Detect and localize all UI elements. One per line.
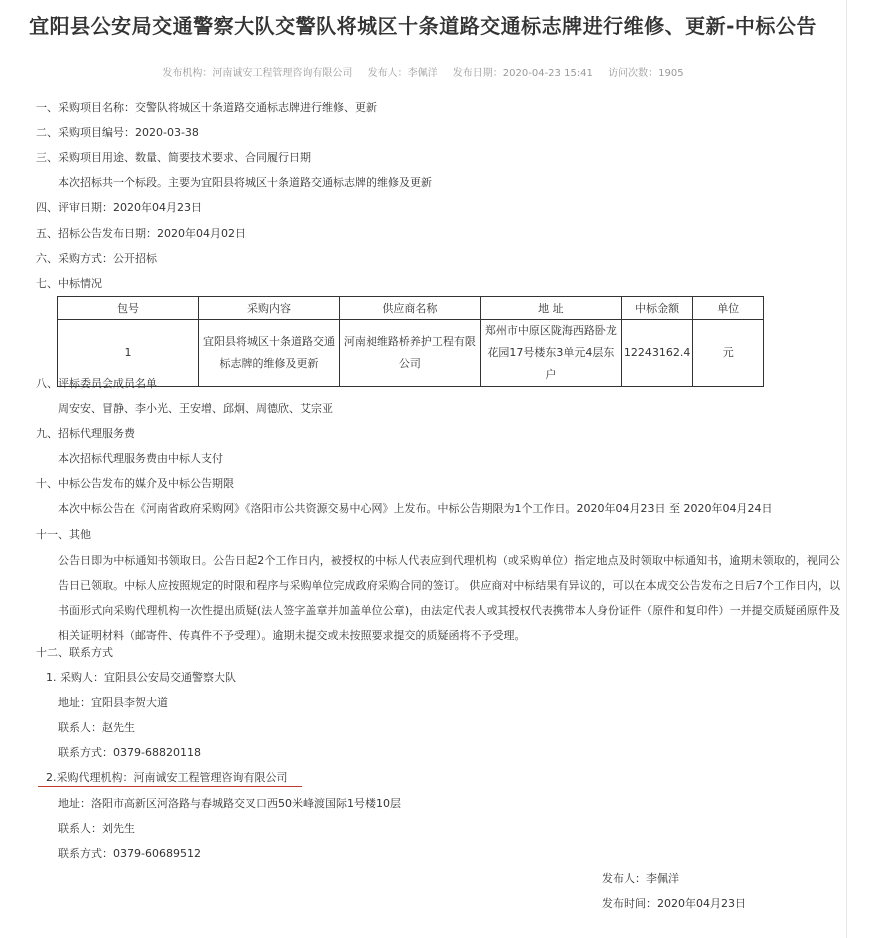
table-row (58, 320, 764, 387)
buyer-phone: 联系方式：0379-68820118 (58, 746, 201, 759)
col-header-address: 地 址 (480, 297, 621, 320)
meta-info (0, 64, 846, 79)
agent-phone: 联系方式：0379-60689512 (58, 847, 201, 860)
section-committee-members: 周安安、冒静、李小光、王安增、邱炯、周德欣、艾宗亚 (58, 402, 333, 415)
cell-amount: 12243162.4 (621, 320, 692, 387)
cell-content: 宜阳县将城区十条道路交通标志牌的维修及更新 (198, 320, 339, 387)
footer-publish-time: 发布时间：2020年04月23日 (602, 897, 746, 910)
col-header-amount: 中标金额 (621, 297, 692, 320)
section-project-purpose: 三、采购项目用途、数量、简要技术要求、合同履行日期 (36, 151, 311, 164)
table-header-row (58, 297, 764, 320)
section-committee: 八、评标委员会成员名单 (36, 377, 157, 390)
meta-date: 发布日期：2020-04-23 15:41 (452, 68, 593, 79)
buyer-name: 1. 采购人：宜阳县公安局交通警察大队 (46, 671, 236, 684)
cell-address: 郑州市中原区陇海西路卧龙花园17号楼东3单元4层东户 (480, 320, 621, 387)
meta-views: 访问次数：1905 (608, 68, 684, 79)
section-agency-fee-detail: 本次招标代理服务费由中标人支付 (58, 452, 223, 465)
section-project-number: 二、采购项目编号：2020-03-38 (36, 126, 199, 139)
agent-underline (38, 786, 302, 787)
section-review-date: 四、评审日期：2020年04月23日 (36, 201, 202, 214)
award-table (57, 296, 764, 387)
meta-publisher-org: 发布机构：河南诚安工程管理咨询有限公司 (162, 68, 353, 79)
section-media: 十、中标公告发布的媒介及中标公告期限 (36, 477, 234, 490)
section-award-info: 七、中标情况 (36, 277, 102, 290)
buyer-address: 地址：宜阳县李贺大道 (58, 696, 168, 709)
cell-unit: 元 (693, 320, 764, 387)
section-other: 十一、其他 (36, 528, 91, 541)
section-project-name: 一、采购项目名称：交警队将城区十条道路交通标志牌进行维修、更新 (36, 101, 377, 114)
section-notice-date: 五、招标公告发布日期：2020年04月02日 (36, 227, 246, 240)
agent-address: 地址：洛阳市高新区河洛路与春城路交叉口西50米峰渡国际1号楼10层 (58, 797, 401, 810)
agent-name: 2.采购代理机构：河南诚安工程管理咨询有限公司 (46, 771, 288, 784)
col-header-unit: 单位 (693, 297, 764, 320)
meta-publisher: 发布人：李佩洋 (367, 68, 438, 79)
section-project-purpose-detail: 本次招标共一个标段。主要为宜阳县将城区十条道路交通标志牌的维修及更新 (58, 176, 432, 189)
section-media-detail: 本次中标公告在《河南省政府采购网》《洛阳市公共资源交易中心网》上发布。中标公告期限为1个工作日。2020年04月23日 至 2020年04月24日 (58, 502, 773, 515)
cell-supplier: 河南昶维路桥养护工程有限公司 (339, 320, 480, 387)
col-header-package: 包号 (58, 297, 199, 320)
section-other-detail: 公告日即为中标通知书领取日。公告日起2个工作日内，被授权的中标人代表应到代理机构（或采购单位）指定地点及时领取中标通知书，逾期未领取的，视同公告日已领取。中标人应按照规定的时限和程序与采购单位完成政府采购合同的签订。 供应商对中标结果有异议的，可以在本成交公告发布之日后7个工作日内，以书面形式向采购代理机构一次性提出质疑(法人签字盖章并加盖单位公章)，由法定代表人或其授权代表携带本人身份证件（原件和复印件）一并提交质疑函原件及相关证明材料（邮寄件、传真件不予受理）。逾期未提交或未按照要求提交的质疑函将不予受理。 (58, 554, 840, 642)
section-procurement-method: 六、采购方式：公开招标 (36, 252, 157, 265)
col-header-content: 采购内容 (198, 297, 339, 320)
buyer-contact: 联系人：赵先生 (58, 721, 135, 734)
section-contact: 十二、联系方式 (36, 646, 113, 659)
col-header-supplier: 供应商名称 (339, 297, 480, 320)
footer-publisher: 发布人：李佩洋 (602, 872, 679, 885)
section-agency-fee: 九、招标代理服务费 (36, 427, 135, 440)
agent-contact: 联系人：刘先生 (58, 822, 135, 835)
cell-package: 1 (58, 320, 199, 387)
page-title: 宜阳县公安局交通警察大队交警队将城区十条道路交通标志牌进行维修、更新-中标公告 (29, 14, 817, 38)
